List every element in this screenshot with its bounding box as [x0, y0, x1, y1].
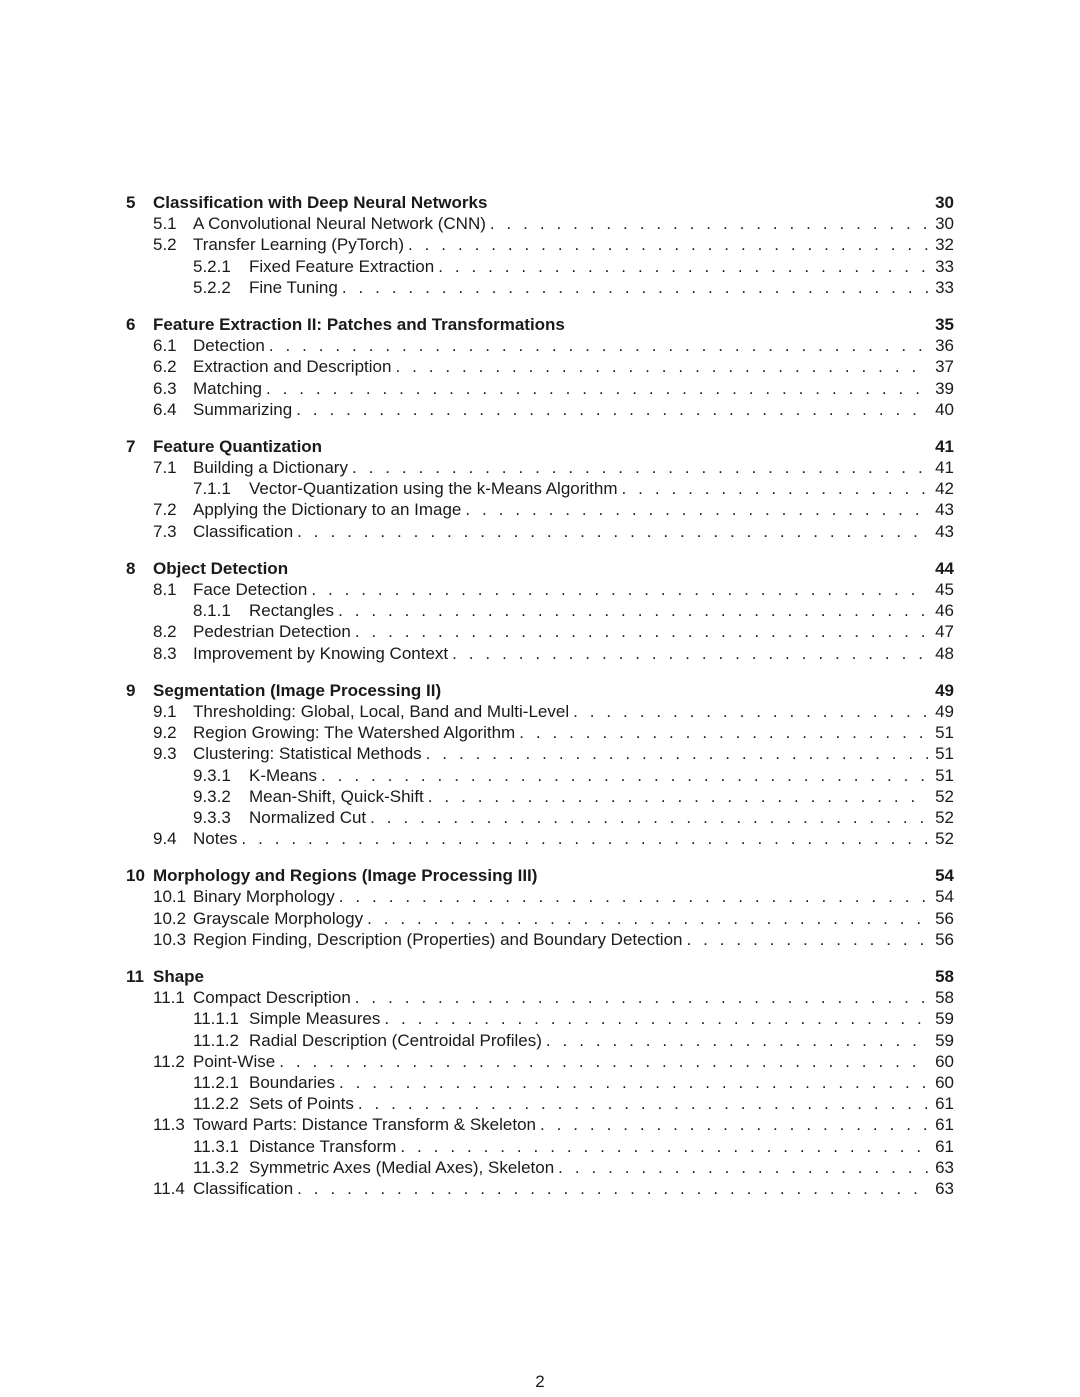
entry-title: Fine Tuning — [249, 277, 342, 298]
entry-number: 9.3.1 — [193, 765, 231, 785]
entry-page: 54 — [935, 887, 954, 907]
dot-leader — [686, 929, 928, 950]
toc-subsection[interactable] — [126, 1136, 954, 1157]
toc-section[interactable] — [126, 579, 954, 600]
entry-title: Matching — [193, 378, 266, 399]
entry-number: 6.4 — [153, 399, 177, 419]
toc-section[interactable] — [126, 457, 954, 478]
entry-page: 56 — [935, 929, 954, 949]
entry-title: Summarizing — [193, 399, 296, 420]
entry-number: 8.2 — [153, 622, 177, 642]
entry-page: 63 — [935, 1178, 954, 1198]
dot-leader — [573, 701, 928, 722]
entry-number: 9.1 — [153, 701, 177, 721]
entry-number: 11.4 — [153, 1178, 185, 1198]
dot-leader — [339, 886, 928, 907]
chapter-title: Shape — [153, 966, 208, 987]
toc-section[interactable] — [126, 378, 954, 399]
toc-section[interactable] — [126, 929, 954, 950]
toc-chapter-heading[interactable] — [126, 436, 954, 457]
dot-leader — [546, 1030, 928, 1051]
entry-title: A Convolutional Neural Network (CNN) — [193, 213, 490, 234]
chapter-number: 11 — [126, 967, 144, 986]
dot-leader — [426, 743, 928, 764]
entry-page: 51 — [935, 744, 954, 764]
entry-title: Rectangles — [249, 600, 338, 621]
toc-section[interactable] — [126, 987, 954, 1008]
entry-page: 33 — [935, 256, 954, 276]
table-of-contents — [126, 192, 954, 1215]
entry-number: 7.2 — [153, 500, 177, 520]
entry-page: 32 — [935, 235, 954, 255]
entry-title: Vector-Quantization using the k-Means Algorithm — [249, 478, 622, 499]
entry-number: 9.3.2 — [193, 786, 231, 806]
toc-section[interactable] — [126, 1114, 954, 1135]
chapter-number: 5 — [126, 193, 136, 212]
entry-title: Classification — [193, 1178, 297, 1199]
dot-leader — [311, 579, 928, 600]
toc-subsection[interactable] — [126, 478, 954, 499]
entry-page: 56 — [935, 908, 954, 928]
dot-leader — [540, 1114, 928, 1135]
entry-number: 11.3 — [153, 1115, 185, 1135]
dot-leader — [558, 1157, 928, 1178]
entry-page: 30 — [935, 214, 954, 234]
entry-page: 63 — [935, 1157, 954, 1177]
entry-page: 51 — [935, 723, 954, 743]
entry-title: Applying the Dictionary to an Image — [193, 499, 465, 520]
chapter-number: 8 — [126, 558, 136, 578]
entry-page: 51 — [935, 765, 954, 785]
toc-subsection[interactable] — [126, 1093, 954, 1114]
entry-page: 52 — [935, 807, 954, 827]
chapter-page: 54 — [935, 866, 954, 886]
entry-page: 41 — [935, 458, 954, 478]
entry-number: 11.2 — [153, 1051, 185, 1071]
entry-number: 9.3 — [153, 744, 177, 764]
entry-number: 8.1 — [153, 580, 177, 599]
page-number: 2 — [535, 1372, 545, 1391]
toc-section[interactable] — [126, 722, 954, 743]
entry-title: Boundaries — [249, 1072, 339, 1093]
entry-title: Grayscale Morphology — [193, 908, 367, 929]
entry-page: 37 — [935, 357, 954, 377]
entry-number: 5.2.2 — [193, 277, 231, 297]
entry-number: 5.1 — [153, 214, 177, 234]
entry-number: 10.2 — [153, 908, 187, 928]
entry-title: Sets of Points — [249, 1093, 358, 1114]
toc-chapter-heading[interactable] — [126, 680, 954, 701]
entry-title: Normalized Cut — [249, 807, 370, 828]
entry-number: 8.1.1 — [193, 601, 231, 621]
entry-title: Improvement by Knowing Context — [193, 643, 452, 664]
chapter-title: Segmentation (Image Processing II) — [153, 680, 445, 701]
toc-chapter-9 — [126, 680, 954, 850]
entry-page: 61 — [935, 1094, 954, 1114]
entry-title: Classification — [193, 521, 297, 542]
toc-section[interactable] — [126, 743, 954, 764]
entry-page: 39 — [935, 378, 954, 398]
entry-number: 7.1.1 — [193, 479, 231, 499]
entry-title: Distance Transform — [249, 1136, 400, 1157]
toc-subsection[interactable] — [126, 1072, 954, 1093]
chapter-page: 44 — [935, 558, 954, 578]
toc-chapter-10 — [126, 865, 954, 950]
entry-title: Region Finding, Description (Properties) and Boundary Detection — [193, 929, 686, 950]
toc-subsection[interactable] — [126, 1157, 954, 1178]
toc-chapter-heading[interactable] — [126, 558, 954, 579]
entry-page: 52 — [935, 829, 954, 849]
dot-leader — [465, 499, 928, 520]
dot-leader — [367, 908, 928, 929]
entry-title: Fixed Feature Extraction — [249, 256, 438, 277]
chapter-page: 58 — [935, 967, 954, 986]
entry-title: Radial Description (Centroidal Profiles) — [249, 1030, 546, 1051]
entry-page: 43 — [935, 521, 954, 541]
dot-leader — [342, 277, 928, 298]
entry-title: Pedestrian Detection — [193, 621, 355, 642]
dot-leader — [400, 1136, 928, 1157]
toc-section[interactable] — [126, 213, 954, 234]
entry-title: Building a Dictionary — [193, 457, 352, 478]
toc-section[interactable] — [126, 1178, 954, 1199]
dot-leader — [355, 987, 928, 1008]
entry-title: Clustering: Statistical Methods — [193, 743, 426, 764]
entry-page: 33 — [935, 277, 954, 297]
toc-section[interactable] — [126, 621, 954, 642]
toc-chapter-5 — [126, 192, 954, 298]
entry-title: Compact Description — [193, 987, 355, 1008]
toc-chapter-heading[interactable] — [126, 865, 954, 886]
entry-page: 60 — [935, 1072, 954, 1092]
entry-number: 5.2 — [153, 235, 177, 255]
toc-chapter-heading[interactable] — [126, 192, 954, 213]
toc-chapter-11 — [126, 966, 954, 1199]
entry-page: 47 — [935, 622, 954, 642]
entry-number: 7.3 — [153, 521, 177, 541]
dot-leader — [384, 1008, 928, 1029]
entry-title: Point-Wise — [193, 1051, 279, 1072]
entry-title: Thresholding: Global, Local, Band and Multi-Level — [193, 701, 573, 722]
dot-leader — [519, 722, 928, 743]
entry-number: 8.3 — [153, 643, 177, 663]
entry-page: 59 — [935, 1009, 954, 1029]
entry-page: 60 — [935, 1051, 954, 1071]
dot-leader — [395, 356, 928, 377]
chapter-number: 9 — [126, 680, 136, 700]
dot-leader — [370, 807, 928, 828]
toc-section[interactable] — [126, 1051, 954, 1072]
chapter-number: 7 — [126, 436, 136, 456]
dot-leader — [438, 256, 928, 277]
toc-section[interactable] — [126, 643, 954, 664]
toc-chapter-heading[interactable] — [126, 966, 954, 987]
entry-page: 61 — [935, 1136, 954, 1156]
dot-leader — [296, 399, 928, 420]
toc-chapter-8 — [126, 558, 954, 664]
dot-leader — [266, 378, 928, 399]
toc-section[interactable] — [126, 886, 954, 907]
toc-section[interactable] — [126, 499, 954, 520]
entry-page: 61 — [935, 1115, 954, 1135]
toc-section[interactable] — [126, 828, 954, 849]
entry-number: 5.2.1 — [193, 256, 231, 276]
dot-leader — [269, 335, 928, 356]
toc-subsection[interactable] — [126, 600, 954, 621]
entry-number: 11.1 — [153, 988, 185, 1008]
entry-number: 7.1 — [153, 458, 177, 478]
toc-section[interactable] — [126, 701, 954, 722]
entry-page: 45 — [935, 580, 954, 599]
entry-page: 49 — [935, 701, 954, 721]
toc-subsection[interactable] — [126, 256, 954, 277]
toc-chapter-7 — [126, 436, 954, 542]
entry-page: 52 — [935, 786, 954, 806]
toc-section[interactable] — [126, 234, 954, 255]
entry-number: 9.2 — [153, 723, 177, 743]
dot-leader — [338, 600, 928, 621]
entry-page: 59 — [935, 1030, 954, 1050]
entry-page: 40 — [935, 399, 954, 419]
entry-title: K-Means — [249, 765, 321, 786]
entry-number: 10.3 — [153, 929, 187, 949]
chapter-title: Classification with Deep Neural Networks — [153, 192, 491, 213]
entry-title: Face Detection — [193, 579, 311, 600]
dot-leader — [297, 1178, 928, 1199]
entry-page: 48 — [935, 643, 954, 663]
entry-page: 58 — [935, 988, 954, 1008]
chapter-page: 49 — [935, 680, 954, 700]
entry-title: Detection — [193, 335, 269, 356]
entry-title: Transfer Learning (PyTorch) — [193, 234, 408, 255]
dot-leader — [279, 1051, 928, 1072]
chapter-number: 10 — [126, 866, 145, 886]
dot-leader — [355, 621, 928, 642]
entry-page: 42 — [935, 479, 954, 499]
chapter-page: 30 — [935, 193, 954, 212]
entry-title: Toward Parts: Distance Transform & Skeleton — [193, 1114, 540, 1135]
entry-title: Notes — [193, 828, 241, 849]
dot-leader — [321, 765, 928, 786]
toc-subsection[interactable] — [126, 1008, 954, 1029]
dot-leader — [241, 828, 928, 849]
chapter-title: Feature Quantization — [153, 436, 326, 457]
toc-chapter-6 — [126, 314, 954, 420]
dot-leader — [358, 1093, 928, 1114]
entry-title: Simple Measures — [249, 1008, 384, 1029]
entry-page: 46 — [935, 601, 954, 621]
entry-page: 43 — [935, 500, 954, 520]
toc-subsection[interactable] — [126, 1030, 954, 1051]
entry-page: 36 — [935, 336, 954, 356]
dot-leader — [428, 786, 928, 807]
entry-number: 9.4 — [153, 829, 177, 849]
entry-title: Symmetric Axes (Medial Axes), Skeleton — [249, 1157, 558, 1178]
chapter-title: Morphology and Regions (Image Processing III) — [153, 865, 541, 886]
entry-number: 6.2 — [153, 357, 177, 377]
toc-subsection[interactable] — [126, 277, 954, 298]
chapter-title: Feature Extraction II: Patches and Transformations — [153, 314, 569, 335]
dot-leader — [622, 478, 928, 499]
dot-leader — [297, 521, 928, 542]
dot-leader — [339, 1072, 928, 1093]
dot-leader — [452, 643, 928, 664]
entry-number: 10.1 — [153, 887, 187, 907]
toc-chapter-heading[interactable] — [126, 314, 954, 335]
entry-number: 11.1.1 — [193, 1009, 240, 1029]
toc-section[interactable] — [126, 335, 954, 356]
entry-number: 11.2.1 — [193, 1072, 240, 1092]
toc-subsection[interactable] — [126, 807, 954, 828]
toc-section[interactable] — [126, 521, 954, 542]
entry-number: 11.1.2 — [193, 1030, 240, 1050]
dot-leader — [352, 457, 928, 478]
entry-number: 6.3 — [153, 378, 177, 398]
chapter-title: Object Detection — [153, 558, 292, 579]
chapter-page: 35 — [935, 314, 954, 334]
toc-section[interactable] — [126, 399, 954, 420]
chapter-page: 41 — [935, 436, 954, 456]
entry-title: Extraction and Description — [193, 356, 395, 377]
entry-title: Binary Morphology — [193, 886, 339, 907]
toc-subsection[interactable] — [126, 786, 954, 807]
entry-number: 11.2.2 — [193, 1094, 240, 1114]
entry-number: 11.3.1 — [193, 1136, 240, 1156]
dot-leader — [408, 234, 928, 255]
toc-section[interactable] — [126, 908, 954, 929]
entry-number: 9.3.3 — [193, 807, 231, 827]
entry-title: Region Growing: The Watershed Algorithm — [193, 722, 519, 743]
dot-leader — [490, 213, 928, 234]
entry-title: Mean-Shift, Quick-Shift — [249, 786, 428, 807]
entry-number: 11.3.2 — [193, 1157, 240, 1177]
entry-number: 6.1 — [153, 336, 177, 356]
toc-section[interactable] — [126, 356, 954, 377]
chapter-number: 6 — [126, 314, 136, 334]
toc-subsection[interactable] — [126, 765, 954, 786]
